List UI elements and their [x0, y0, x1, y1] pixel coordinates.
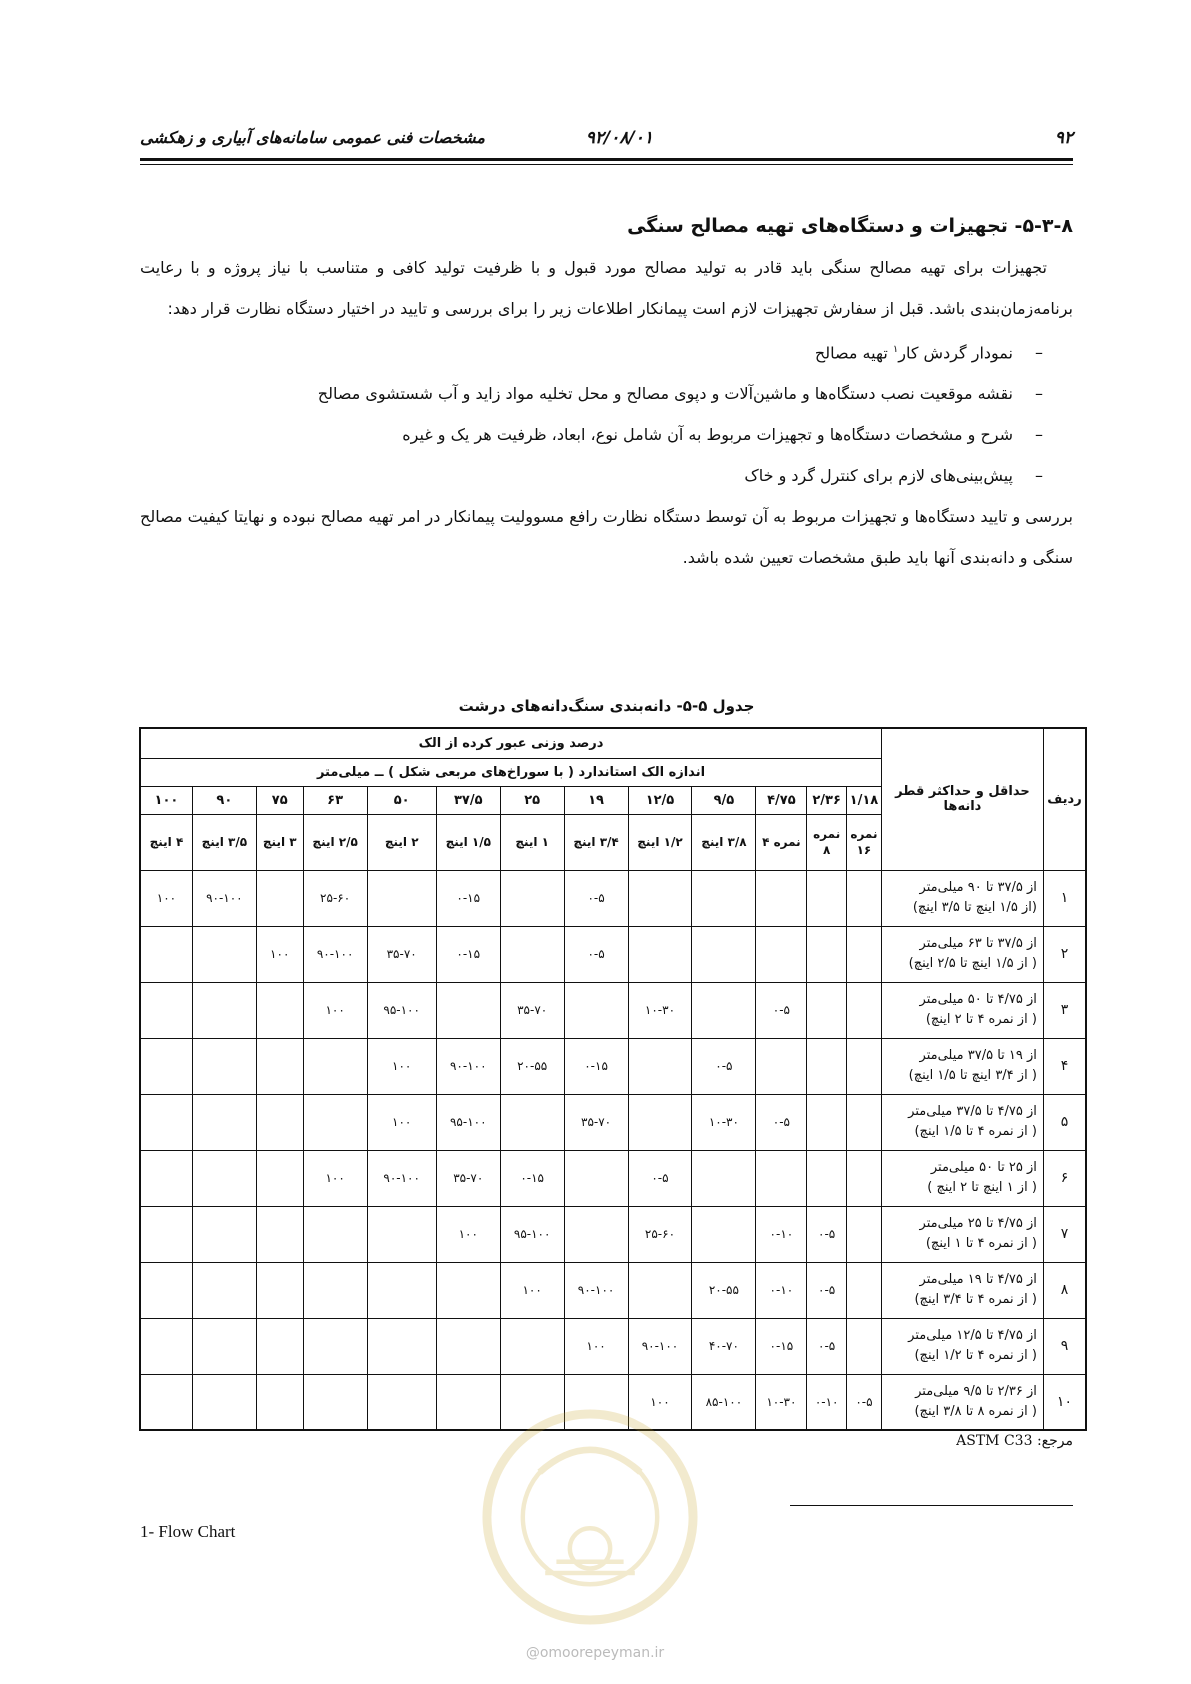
sieve-inch-header: ۳/۸ اینچ: [692, 814, 756, 870]
percent-passing-cell: ۱۰۰: [500, 1262, 564, 1318]
percent-passing-cell: [367, 870, 436, 926]
header-title: مشخصات فنی عمومی سامانه‌های آبیاری و زهکشی: [140, 128, 485, 147]
sieve-inch-header: ۲/۵ اینچ: [303, 814, 367, 870]
range-mm: از ۴/۷۵ تا ۲۵ میلی‌متر: [919, 1216, 1037, 1231]
percent-passing-cell: ۹۰-۱۰۰: [628, 1318, 692, 1374]
size-range-cell: [882, 1262, 1044, 1318]
size-range-cell: [882, 1038, 1044, 1094]
table-row: [140, 1094, 1086, 1150]
percent-passing-cell: [303, 1374, 367, 1430]
percent-passing-cell: ۱۰-۳۰: [692, 1094, 756, 1150]
percent-passing-cell: ۰-۱۵: [500, 1150, 564, 1206]
range-inch: ( از نمره ۴ تا ۳/۴ اینچ): [914, 1292, 1037, 1307]
size-range-cell: [882, 1318, 1044, 1374]
percent-passing-cell: ۹۰-۱۰۰: [564, 1262, 628, 1318]
percent-passing-cell: [140, 1094, 192, 1150]
grading-table: [139, 727, 1087, 1431]
percent-passing-cell: ۰-۵: [692, 1038, 756, 1094]
percent-passing-cell: [807, 1150, 846, 1206]
percent-passing-cell: [367, 1206, 436, 1262]
footnote-ref: ۱: [892, 344, 899, 355]
percent-passing-cell: ۲۰-۵۵: [500, 1038, 564, 1094]
range-inch: (از ۱/۵ اینچ تا ۳/۵ اینچ): [912, 900, 1037, 915]
percent-passing-cell: [846, 1038, 881, 1094]
percent-passing-cell: [256, 1038, 303, 1094]
percent-passing-cell: [756, 870, 807, 926]
sieve-mm-header: ۱۹: [564, 786, 628, 814]
size-range-cell: [882, 1094, 1044, 1150]
range-inch: ( از نمره ۴ تا ۲ اینچ): [925, 1012, 1037, 1027]
table-row: [140, 1038, 1086, 1094]
sieve-mm-header: ۷۵: [256, 786, 303, 814]
percent-passing-cell: ۱۰۰: [367, 1038, 436, 1094]
row-number: ۶: [1043, 1150, 1086, 1206]
row-number: ۲: [1043, 926, 1086, 982]
sieve-inch-header: ۱/۲ اینچ: [628, 814, 692, 870]
percent-passing-cell: ۸۵-۱۰۰: [692, 1374, 756, 1430]
percent-passing-cell: [692, 1206, 756, 1262]
percent-passing-cell: [500, 926, 564, 982]
percent-passing-cell: ۹۰-۱۰۰: [192, 870, 256, 926]
percent-passing-cell: [628, 1262, 692, 1318]
list-item: [140, 329, 1043, 373]
percent-passing-cell: ۹۰-۱۰۰: [367, 1150, 436, 1206]
percent-passing-cell: [692, 982, 756, 1038]
percent-passing-cell: [846, 982, 881, 1038]
percent-passing-cell: ۱۰۰: [436, 1206, 500, 1262]
percent-passing-cell: [807, 926, 846, 982]
percent-passing-cell: [807, 870, 846, 926]
list-item: [140, 455, 1043, 496]
percent-passing-cell: [256, 1318, 303, 1374]
percent-passing-cell: [367, 1374, 436, 1430]
header-sieve-size: اندازه الک استاندارد ( با سوراخ‌های مربعی شکل ) ــ میلی‌متر: [140, 758, 882, 786]
percent-passing-cell: [303, 1094, 367, 1150]
percent-passing-cell: [256, 982, 303, 1038]
sieve-mm-header: ۲۵: [500, 786, 564, 814]
percent-passing-cell: ۱۰۰: [140, 870, 192, 926]
header-rule-thick: [140, 158, 1073, 161]
percent-passing-cell: [564, 1206, 628, 1262]
row-number: ۴: [1043, 1038, 1086, 1094]
percent-passing-cell: [256, 1150, 303, 1206]
table-row: [140, 1318, 1086, 1374]
percent-passing-cell: ۰-۱۰: [807, 1374, 846, 1430]
list-item-text: پیش‌بینی‌های لازم برای کنترل گرد و خاک: [744, 466, 1013, 486]
percent-passing-cell: ۰-۱۰: [756, 1262, 807, 1318]
percent-passing-cell: ۰-۱۵: [756, 1318, 807, 1374]
percent-passing-cell: ۹۵-۱۰۰: [367, 982, 436, 1038]
sieve-mm-header: ۹/۵: [692, 786, 756, 814]
percent-passing-cell: [192, 1318, 256, 1374]
sieve-mm-header: ۱/۱۸: [846, 786, 881, 814]
percent-passing-cell: [564, 982, 628, 1038]
table-row: [140, 1206, 1086, 1262]
percent-passing-cell: [436, 1318, 500, 1374]
percent-passing-cell: [140, 982, 192, 1038]
percent-passing-cell: [192, 926, 256, 982]
percent-passing-cell: [692, 870, 756, 926]
percent-passing-cell: [140, 1150, 192, 1206]
list-item-text: شرح و مشخصات دستگاه‌ها و تجهیزات مربوط به آن شامل نوع، ابعاد، ظرفیت هر یک و غیره: [402, 425, 1013, 445]
percent-passing-cell: ۳۵-۷۰: [436, 1150, 500, 1206]
percent-passing-cell: [192, 1038, 256, 1094]
list-item-text: نقشه موقعیت نصب دستگاه‌ها و ماشین‌آلات و دپوی مصالح و محل تخلیه مواد زاید و آب شستشوی مصالح: [317, 384, 1013, 404]
percent-passing-cell: ۲۵-۶۰: [628, 1206, 692, 1262]
percent-passing-cell: ۹۰-۱۰۰: [436, 1038, 500, 1094]
requirements-list: [140, 329, 1073, 496]
sieve-inch-header: ۴ اینچ: [140, 814, 192, 870]
percent-passing-cell: [367, 1262, 436, 1318]
percent-passing-cell: ۳۵-۷۰: [367, 926, 436, 982]
percent-passing-cell: [500, 1318, 564, 1374]
percent-passing-cell: [807, 1038, 846, 1094]
row-number: ۹: [1043, 1318, 1086, 1374]
range-mm: از ۴/۷۵ تا ۱۲/۵ میلی‌متر: [908, 1328, 1037, 1343]
percent-passing-cell: ۰-۵: [564, 926, 628, 982]
row-number: ۵: [1043, 1094, 1086, 1150]
percent-passing-cell: ۱۰-۳۰: [756, 1374, 807, 1430]
sieve-mm-header: ۹۰: [192, 786, 256, 814]
percent-passing-cell: [256, 1262, 303, 1318]
list-item-text-after: تهیه مصالح: [814, 343, 893, 363]
percent-passing-cell: ۰-۵: [756, 982, 807, 1038]
dash-bullet: –: [1035, 384, 1043, 404]
percent-passing-cell: ۱۰۰: [303, 1150, 367, 1206]
list-item: [140, 373, 1043, 414]
footnote: 1- Flow Chart: [140, 1522, 236, 1541]
list-item-text: نمودار گردش کار: [898, 343, 1013, 363]
percent-passing-cell: [367, 1318, 436, 1374]
sieve-mm-header: ۶۳: [303, 786, 367, 814]
percent-passing-cell: [140, 926, 192, 982]
size-range-cell: [882, 926, 1044, 982]
percent-passing-cell: [192, 1374, 256, 1430]
row-number: ۱: [1043, 870, 1086, 926]
percent-passing-cell: [846, 1094, 881, 1150]
sieve-inch-header: ۲ اینچ: [367, 814, 436, 870]
percent-passing-cell: [846, 870, 881, 926]
percent-passing-cell: ۹۰-۱۰۰: [303, 926, 367, 982]
percent-passing-cell: ۰-۵: [807, 1262, 846, 1318]
range-mm: از ۲۵ تا ۵۰ میلی‌متر: [930, 1160, 1037, 1175]
percent-passing-cell: [256, 870, 303, 926]
percent-passing-cell: ۰-۵: [807, 1318, 846, 1374]
table-reference: مرجع: ASTM C33: [956, 1433, 1073, 1449]
percent-passing-cell: ۰-۵: [564, 870, 628, 926]
percent-passing-cell: [846, 926, 881, 982]
percent-passing-cell: [192, 1094, 256, 1150]
range-mm: از ۴/۷۵ تا ۵۰ میلی‌متر: [919, 992, 1037, 1007]
range-mm: از ۲/۳۶ تا ۹/۵ میلی‌متر: [915, 1383, 1037, 1399]
percent-passing-cell: [846, 1206, 881, 1262]
range-inch: ( از نمره ۴ تا ۱/۲ اینچ): [914, 1348, 1037, 1363]
percent-passing-cell: [140, 1206, 192, 1262]
percent-passing-cell: ۰-۱۰: [756, 1206, 807, 1262]
dash-bullet: –: [1035, 343, 1043, 363]
watermark-url: @omoorepeyman.ir: [525, 1645, 665, 1661]
percent-passing-cell: [256, 1374, 303, 1430]
table-row: [140, 1262, 1086, 1318]
percent-passing-cell: [140, 1318, 192, 1374]
percent-passing-cell: ۱۰-۳۰: [628, 982, 692, 1038]
sieve-inch-header: نمره ۱۶: [846, 814, 881, 870]
percent-passing-cell: [192, 1150, 256, 1206]
intro-paragraph: تجهیزات برای تهیه مصالح سنگی باید قادر به تولید مصالح مورد قبول و با ظرفیت تولید کافی و متناسب با نیاز پروژه و با رعایت برنامه‌زمان‌بندی باشد. قبل از سفارش تجهیزات لازم است پیمانکار اطلاعات زیر را برای بررسی و تایید در اختیار دستگاه نظارت قرار دهد:: [140, 258, 1073, 318]
percent-passing-cell: [303, 1206, 367, 1262]
percent-passing-cell: [756, 1038, 807, 1094]
percent-passing-cell: [192, 982, 256, 1038]
percent-passing-cell: ۴۰-۷۰: [692, 1318, 756, 1374]
range-mm: از ۱۹ تا ۳۷/۵ میلی‌متر: [919, 1048, 1037, 1063]
percent-passing-cell: [192, 1206, 256, 1262]
sieve-inch-header: ۱/۵ اینچ: [436, 814, 500, 870]
sieve-mm-header: ۵۰: [367, 786, 436, 814]
percent-passing-cell: ۰-۵: [846, 1374, 881, 1430]
percent-passing-cell: [756, 1150, 807, 1206]
percent-passing-cell: ۱۰۰: [256, 926, 303, 982]
percent-passing-cell: [628, 1094, 692, 1150]
sieve-mm-header: ۱۰۰: [140, 786, 192, 814]
percent-passing-cell: ۰-۱۵: [564, 1038, 628, 1094]
dash-bullet: –: [1035, 466, 1043, 486]
sieve-inch-header: ۳/۵ اینچ: [192, 814, 256, 870]
sieve-inch-header: ۱ اینچ: [500, 814, 564, 870]
size-range-cell: [882, 982, 1044, 1038]
percent-passing-cell: ۱۰۰: [564, 1318, 628, 1374]
percent-passing-cell: ۱۰۰: [628, 1374, 692, 1430]
page-number: ۹۲: [1054, 128, 1073, 148]
percent-passing-cell: ۲۰-۵۵: [692, 1262, 756, 1318]
sieve-mm-header: ۱۲/۵: [628, 786, 692, 814]
range-inch: ( از ۱ اینچ تا ۲ اینچ ): [927, 1180, 1037, 1195]
percent-passing-cell: [756, 926, 807, 982]
dash-bullet: –: [1035, 425, 1043, 445]
percent-passing-cell: [628, 870, 692, 926]
percent-passing-cell: [807, 1094, 846, 1150]
table-caption: جدول ۵-۵- دانه‌بندی سنگ‌دانه‌های درشت: [458, 697, 755, 715]
row-number: ۱۰: [1043, 1374, 1086, 1430]
header-size-range: حداقل و حداکثر قطر دانه‌ها: [882, 728, 1044, 870]
percent-passing-cell: [846, 1262, 881, 1318]
percent-passing-cell: ۰-۱۵: [436, 926, 500, 982]
range-mm: از ۳۷/۵ تا ۶۳ میلی‌متر: [919, 936, 1037, 951]
size-range-cell: [882, 1150, 1044, 1206]
percent-passing-cell: ۰-۱۵: [436, 870, 500, 926]
closing-paragraph: بررسی و تایید دستگاه‌ها و تجهیزات مربوط به آن توسط دستگاه نظارت رافع مسوولیت پیمانکار در امر تهیه مصالح نبوده و نهایتا کیفیت مصالح سنگی و دانه‌بندی آنها باید طبق مشخصات تعیین شده باشد.: [140, 507, 1073, 568]
sieve-mm-header: ۴/۷۵: [756, 786, 807, 814]
percent-passing-cell: [807, 982, 846, 1038]
sieve-inch-header: ۳/۴ اینچ: [564, 814, 628, 870]
range-mm: از ۳۷/۵ تا ۹۰ میلی‌متر: [919, 880, 1037, 895]
row-number: ۸: [1043, 1262, 1086, 1318]
list-item: [140, 414, 1043, 455]
row-number: ۷: [1043, 1206, 1086, 1262]
percent-passing-cell: [140, 1374, 192, 1430]
percent-passing-cell: [692, 926, 756, 982]
percent-passing-cell: ۹۵-۱۰۰: [436, 1094, 500, 1150]
percent-passing-cell: ۱۰۰: [367, 1094, 436, 1150]
percent-passing-cell: [500, 1094, 564, 1150]
range-inch: ( از ۳/۴ اینچ تا ۱/۵ اینچ): [908, 1068, 1037, 1083]
sieve-inch-header: نمره ۸: [807, 814, 846, 870]
sieve-inch-header: ۳ اینچ: [256, 814, 303, 870]
percent-passing-cell: [256, 1206, 303, 1262]
percent-passing-cell: [303, 1318, 367, 1374]
percent-passing-cell: [192, 1262, 256, 1318]
watermark-seal-icon: [478, 1405, 702, 1629]
table-row: [140, 982, 1086, 1038]
percent-passing-cell: ۲۵-۶۰: [303, 870, 367, 926]
percent-passing-cell: ۰-۵: [628, 1150, 692, 1206]
sieve-mm-header: ۳۷/۵: [436, 786, 500, 814]
range-inch: ( از نمره ۴ تا ۱ اینچ): [925, 1236, 1037, 1251]
percent-passing-cell: [303, 1262, 367, 1318]
section-content: [140, 215, 1073, 578]
percent-passing-cell: [846, 1150, 881, 1206]
header-rule-thin: [140, 164, 1073, 165]
percent-passing-cell: [628, 926, 692, 982]
table-row: [140, 870, 1086, 926]
percent-passing-cell: ۱۰۰: [303, 982, 367, 1038]
percent-passing-cell: [256, 1094, 303, 1150]
sieve-mm-header: ۲/۳۶: [807, 786, 846, 814]
header-date: ۹۲/۰۸/۰۱: [585, 128, 653, 148]
size-range-cell: [882, 1206, 1044, 1262]
table-row: [140, 1150, 1086, 1206]
percent-passing-cell: [436, 982, 500, 1038]
table-row: [140, 926, 1086, 982]
percent-passing-cell: [846, 1318, 881, 1374]
header-row-number: ردیف: [1043, 728, 1086, 870]
percent-passing-cell: [500, 870, 564, 926]
percent-passing-cell: ۳۵-۷۰: [500, 982, 564, 1038]
percent-passing-cell: [436, 1262, 500, 1318]
footnote-separator: [790, 1505, 1073, 1506]
percent-passing-cell: [692, 1150, 756, 1206]
percent-passing-cell: ۰-۵: [807, 1206, 846, 1262]
percent-passing-cell: ۰-۵: [756, 1094, 807, 1150]
range-inch: ( از نمره ۴ تا ۱/۵ اینچ): [914, 1124, 1037, 1139]
range-mm: از ۴/۷۵ تا ۱۹ میلی‌متر: [919, 1272, 1037, 1287]
row-number: ۳: [1043, 982, 1086, 1038]
size-range-cell: [882, 870, 1044, 926]
percent-passing-cell: [303, 1038, 367, 1094]
percent-passing-cell: ۳۵-۷۰: [564, 1094, 628, 1150]
percent-passing-cell: [564, 1150, 628, 1206]
percent-passing-cell: ۹۵-۱۰۰: [500, 1206, 564, 1262]
percent-passing-cell: [140, 1262, 192, 1318]
section-title: ۵-۳-۸- تجهیزات و دستگاه‌های تهیه مصالح سنگی: [627, 215, 1073, 237]
size-range-cell: [882, 1374, 1044, 1430]
range-mm: از ۴/۷۵ تا ۳۷/۵ میلی‌متر: [908, 1104, 1037, 1119]
percent-passing-cell: [140, 1038, 192, 1094]
percent-passing-cell: [628, 1038, 692, 1094]
sieve-inch-header: نمره ۴: [756, 814, 807, 870]
range-inch: ( از نمره ۸ تا ۳/۸ اینچ): [914, 1403, 1037, 1419]
header-percent-passing: درصد وزنی عبور کرده از الک: [140, 728, 882, 758]
range-inch: ( از ۱/۵ اینچ تا ۲/۵ اینچ): [908, 956, 1037, 971]
page-header: [140, 128, 1073, 172]
